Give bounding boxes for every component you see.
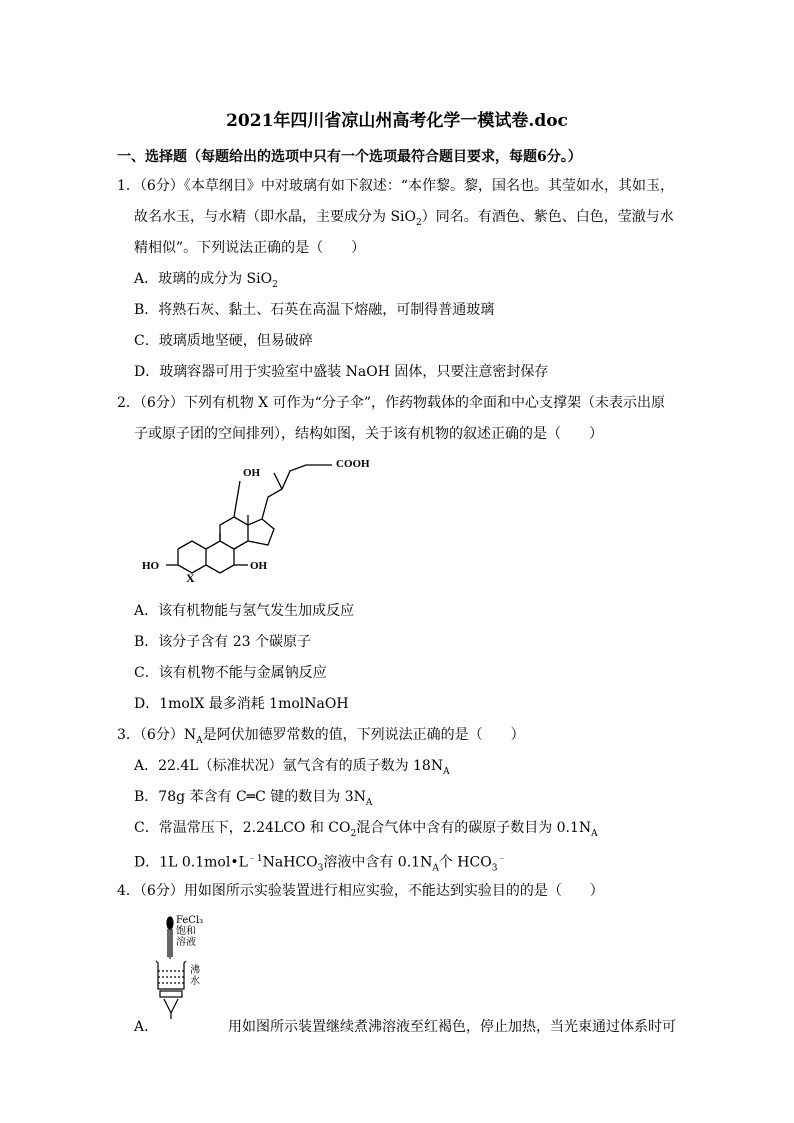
oh-right-label: OH [250,560,268,572]
q2-stem-line1: 2．（6分）下列有机物 X 可作为“分子伞”，作药物载体的伞面和中心支撑架（未表示出原 [117,395,665,411]
water-label-line1: 沸 [190,965,200,976]
section-heading: 一、选择题（每题给出的选项中只有一个选项最符合题目要求，每题6分。） [117,149,582,165]
q2-option-a: A．该有机物能与氢气发生加成反应 [134,603,355,619]
oh-top-label: OH [243,467,261,479]
q1-stem-line1: 1．（6分）《本草纲目》中对玻璃有如下叙述：“本作黎。黎，国名也。其莹如水，其如玉， [117,178,674,194]
q2-stem-line2: 子或原子团的空间排列），结构如图，关于该有机物的叙述正确的是（ ） [134,426,603,442]
q3-stem: 3．（6分）$N_A$是阿伏加德罗常数的值，下列说法正确的是（ ） [117,727,525,746]
ho-left-label: HO [142,560,160,572]
cooh-label: COOH [336,458,370,470]
q3-option-a: A．22.4L（标准状况）氩气含有的质子数为 $18N_A$ [134,758,450,777]
q4-option-a-label: A． [134,1019,159,1035]
q1-option-a: A．玻璃的成分为 SiO$_2$ [134,271,278,290]
reagent-label-line3: 溶液 [176,937,196,948]
water-label-line2: 水 [190,976,200,987]
reagent-label-line1: FeCl₃ [176,915,204,926]
q1-stem-line3: 精相似”。下列说法正确的是（ ） [134,240,366,256]
q1-option-d: D．玻璃容器可用于实验室中盛装 NaOH 固体，只要注意密封保存 [134,364,549,380]
q4-option-a-text: 用如图所示装置继续煮沸溶液至红褐色，停止加热，当光束通过体系时可 [228,1019,676,1035]
document-title: 2021年四川省凉山州高考化学一模试卷.doc [226,111,568,131]
molecule-structure-figure [140,453,380,583]
q4-stem: 4．（6分）用如图所示实验装置进行相应实验，不能达到实验目的的是（ ） [117,883,604,899]
x-label: X [186,571,195,583]
q3-option-c: C．常温常压下，2.24LCO 和 $CO_2$混合气体中含有的碳原子数目为 $0.1N_A$ [134,820,598,839]
q2-option-b: B．该分子含有 23 个碳原子 [134,634,312,650]
q3-option-b: B．78g 苯含有 C═C 键的数目为 $3N_A$ [134,789,373,808]
q2-option-c: C．该有机物不能与金属钠反应 [134,665,327,681]
q1-option-b: B．将熟石灰、黏土、石英在高温下熔融，可制得普通玻璃 [134,302,495,318]
reagent-label-line2: 饱和 [176,926,196,937]
apparatus-figure [150,915,230,1030]
q1-option-c: C．玻璃质地坚硬，但易破碎 [134,333,313,349]
q3-option-d: D．1L $0.1mol•L^{﹣1}NaHCO_3$溶液中含有 $0.1N_A$个 $HCO_3^﹣$ [134,854,507,874]
q1-stem-line2: 故名水玉，与水精（即水晶，主要成分为 SiO$_2$）同名。有酒色、紫色、白色，莹澈与水 [134,209,674,228]
q2-option-d: D．1molX 最多消耗 1molNaOH [134,696,349,712]
